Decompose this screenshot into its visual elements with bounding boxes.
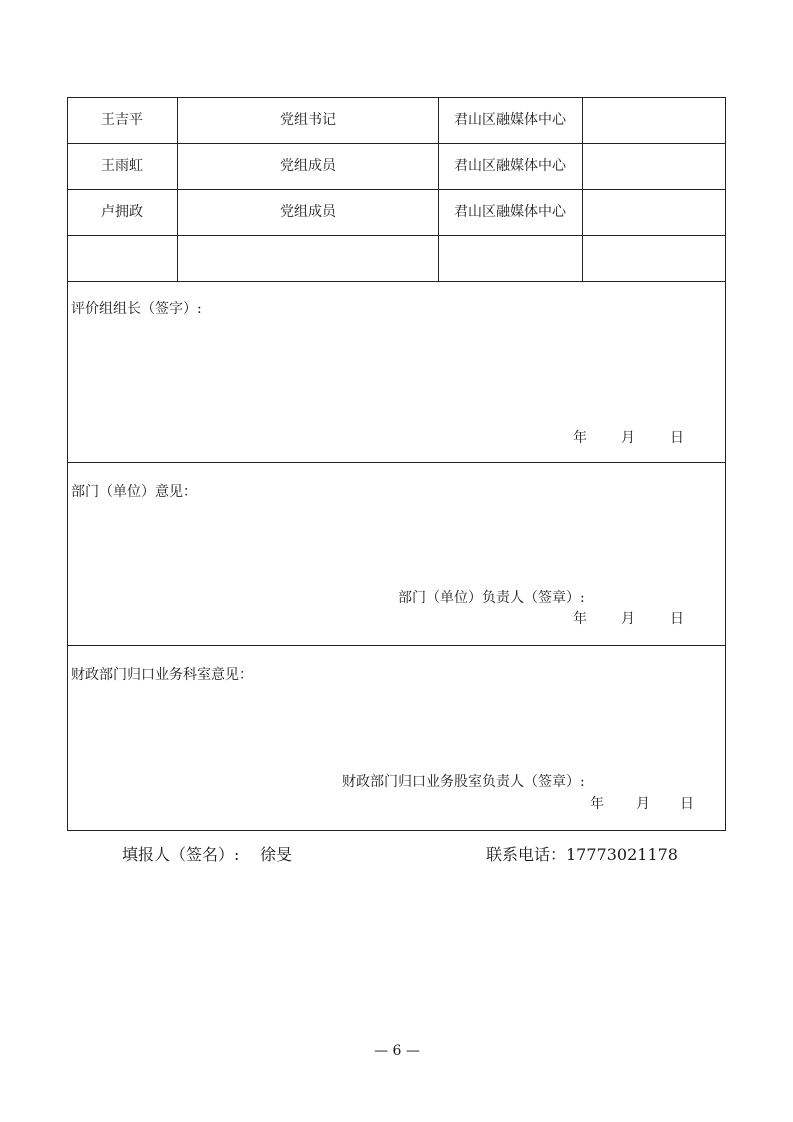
filler-name: 徐旻	[260, 845, 293, 864]
date-year: 年	[590, 796, 604, 812]
date-year: 年	[573, 611, 587, 627]
column-divider	[438, 97, 439, 281]
member-unit: 君山区融媒体中心	[454, 204, 566, 220]
finance-signer-label: 财政部门归口业务股室负责人（签章）:	[342, 774, 585, 790]
leader-signature-label: 评价组组长（签字）:	[71, 301, 202, 317]
column-divider	[582, 97, 583, 281]
member-name: 王雨虹	[101, 158, 143, 174]
row-divider	[67, 143, 726, 144]
member-unit: 君山区融媒体中心	[454, 158, 566, 174]
dept-opinion-label: 部门（单位）意见：	[71, 484, 197, 500]
member-position: 党组书记	[280, 112, 336, 128]
date-day: 日	[680, 796, 694, 812]
table-border-bottom	[67, 830, 726, 831]
page-number: — 6 —	[374, 1043, 420, 1059]
row-divider	[67, 189, 726, 190]
table-border-top	[67, 97, 726, 98]
member-name: 卢拥政	[101, 204, 143, 220]
table-border-left	[67, 97, 68, 830]
row-divider	[67, 235, 726, 236]
phone-label: 联系电话：	[486, 845, 567, 864]
member-position: 党组成员	[280, 158, 336, 174]
column-divider	[177, 97, 178, 281]
date-month: 月	[621, 611, 635, 627]
date-month: 月	[621, 430, 635, 446]
member-position: 党组成员	[280, 204, 336, 220]
date-month: 月	[636, 796, 650, 812]
finance-opinion-label: 财政部门归口业务科室意见：	[71, 667, 253, 683]
table-border-right	[725, 97, 726, 830]
dept-signer-label: 部门（单位）负责人（签章）:	[398, 590, 585, 606]
row-divider	[67, 281, 726, 282]
filler-label: 填报人（签名）:	[122, 845, 240, 864]
date-year: 年	[573, 430, 587, 446]
date-day: 日	[670, 430, 684, 446]
date-day: 日	[670, 611, 684, 627]
member-unit: 君山区融媒体中心	[454, 112, 566, 128]
section-divider	[67, 462, 726, 463]
member-name: 王吉平	[101, 112, 143, 128]
section-divider	[67, 645, 726, 646]
phone-value: 17773021178	[566, 845, 678, 864]
